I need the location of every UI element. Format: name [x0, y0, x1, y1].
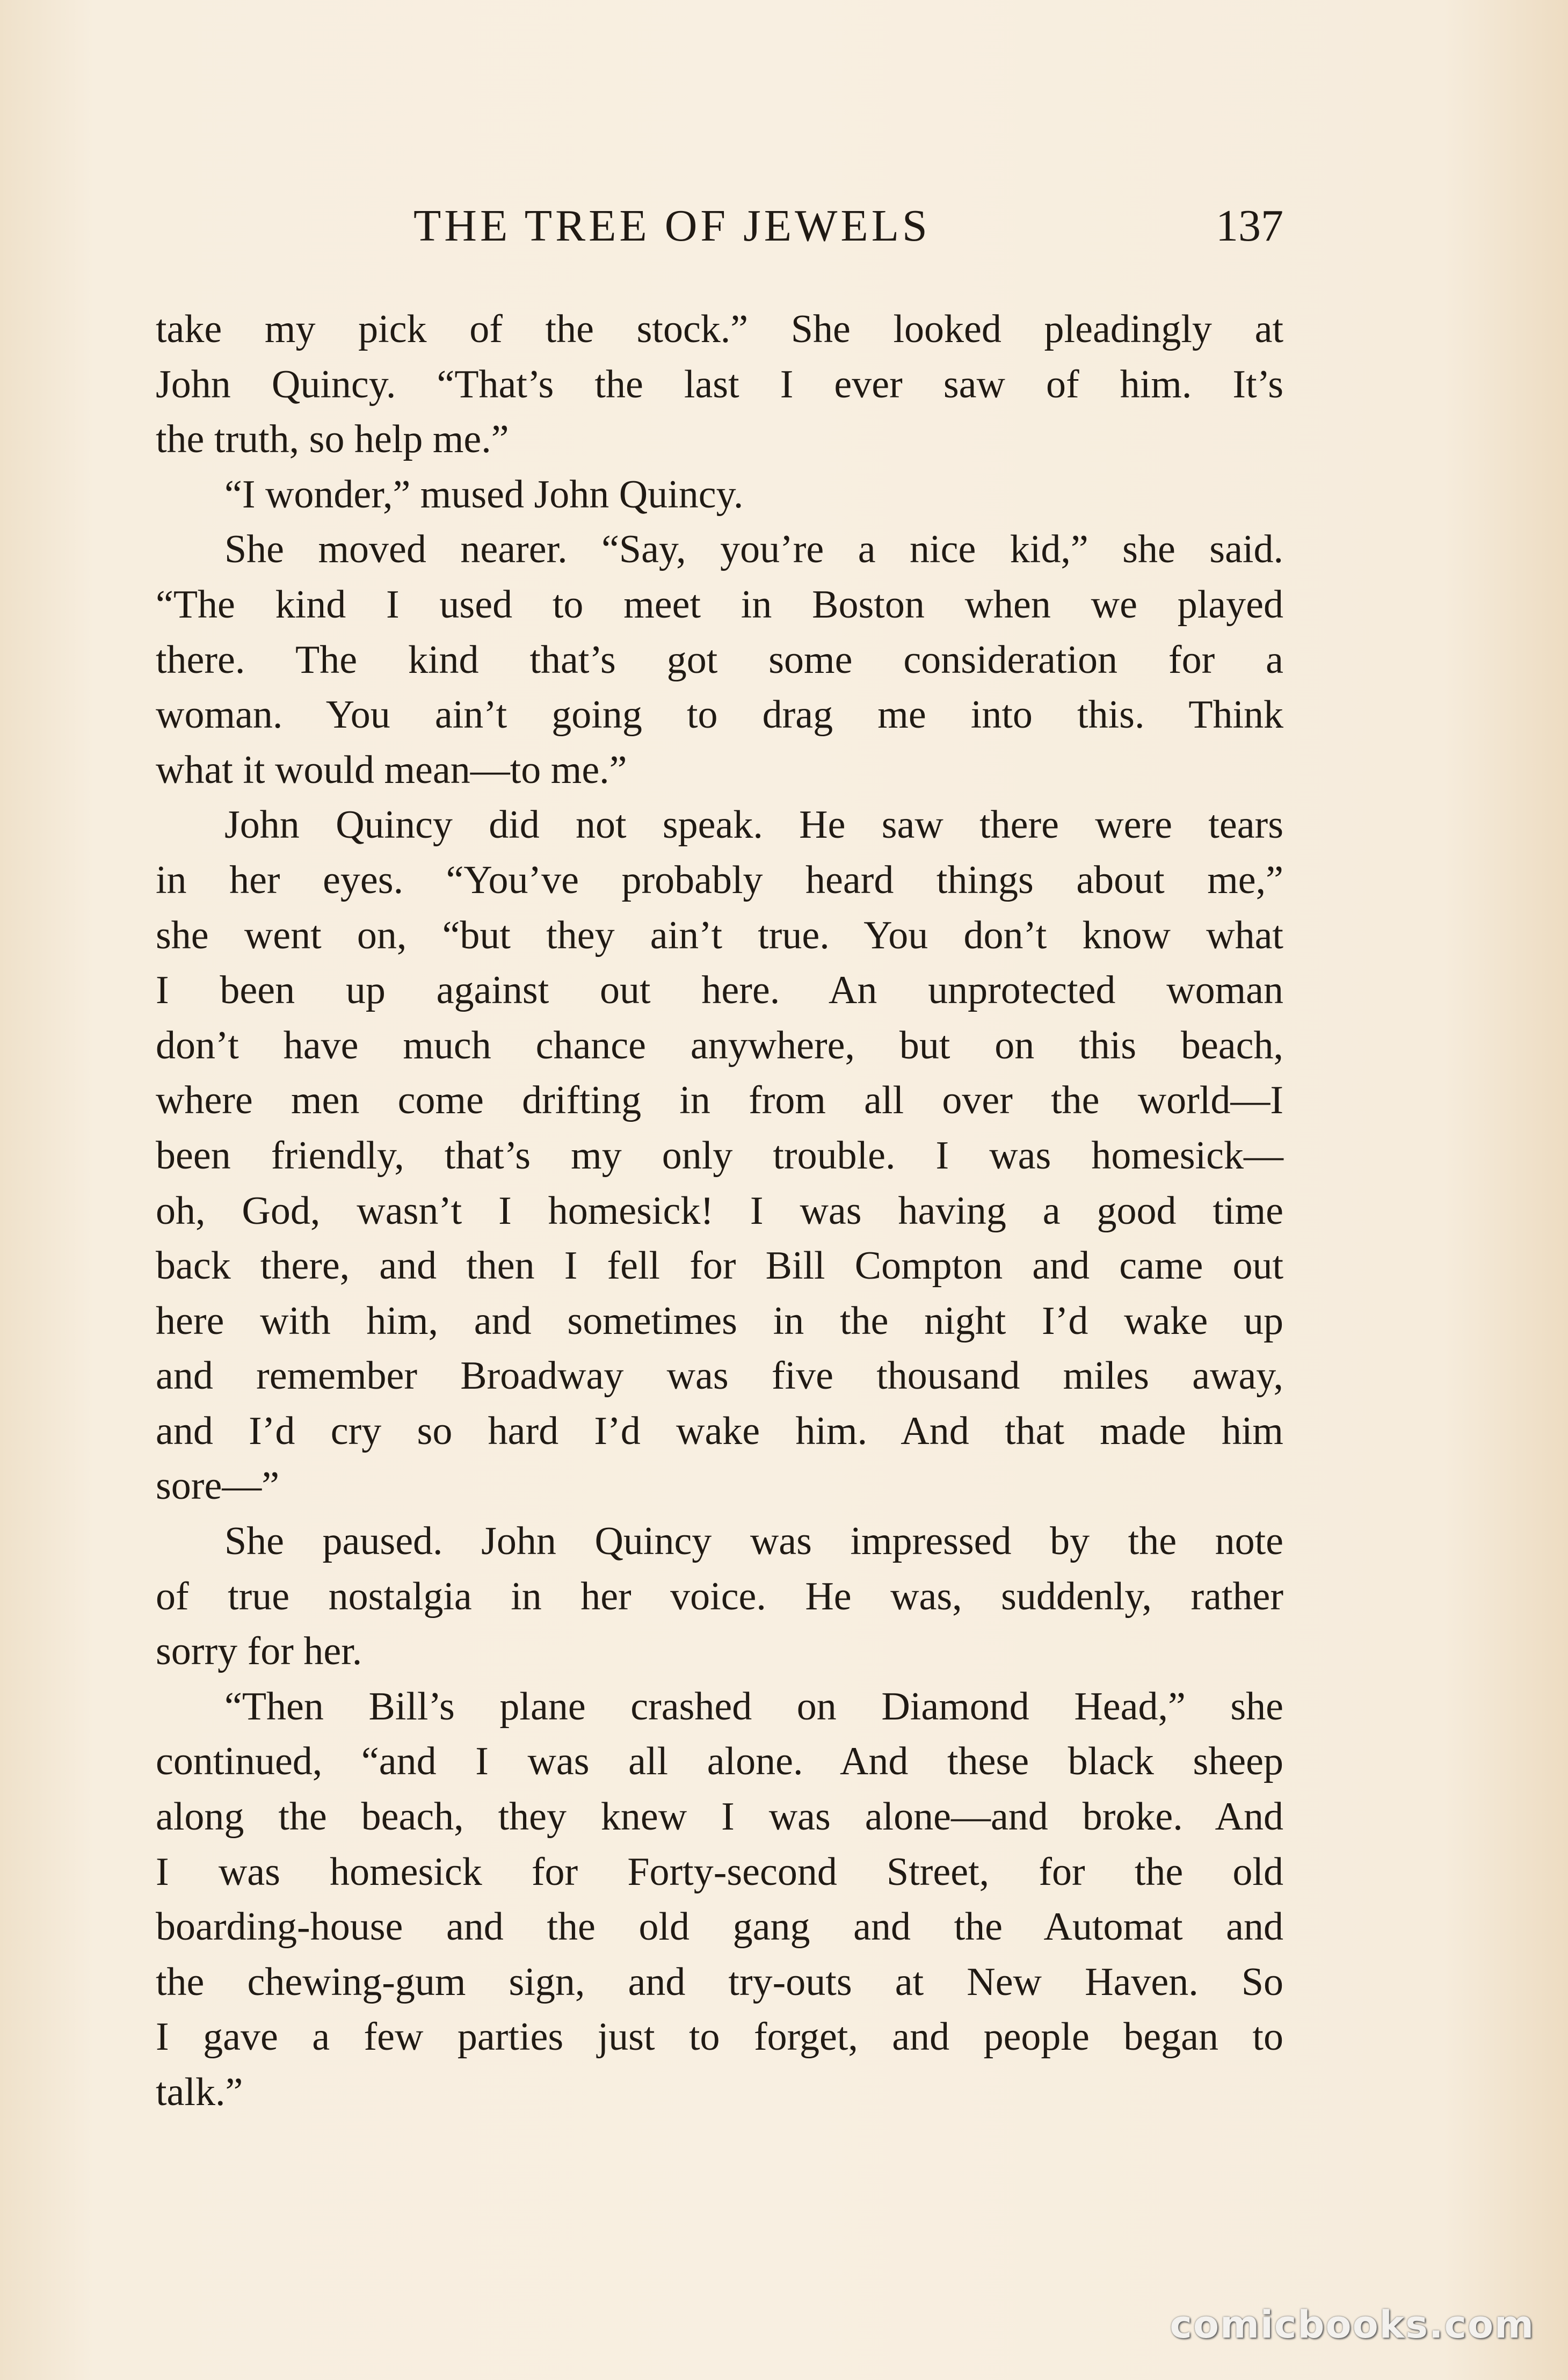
text-line: of true nostalgia in her voice. He was, suddenly, rather: [156, 1574, 1283, 1619]
text-line: oh, God, wasn’t I homesick! I was having a good time: [156, 1188, 1283, 1233]
text-line: what it would mean—to me.”: [156, 748, 627, 792]
text-line: don’t have much chance anywhere, but on this beach,: [156, 1023, 1283, 1068]
text-line: here with him, and sometimes in the night I’d wake up: [156, 1298, 1283, 1343]
watermark: comicbooks.com: [1170, 2303, 1535, 2347]
text-line: “The kind I used to meet in Boston when we played: [156, 582, 1283, 627]
text-line: sorry for her.: [156, 1629, 362, 1674]
text-line: there. The kind that’s got some consideration for a: [156, 637, 1283, 682]
text-line: She paused. John Quincy was impressed by the note: [224, 1519, 1283, 1564]
text-line: continued, “and I was all alone. And these black sheep: [156, 1739, 1283, 1784]
running-head: [156, 200, 1283, 264]
text-line: and remember Broadway was five thousand miles away,: [156, 1354, 1283, 1398]
text-line: John Quincy did not speak. He saw there were tears: [224, 803, 1283, 847]
text-line: she went on, “but they ain’t true. You don’t know what: [156, 913, 1283, 957]
text-line: take my pick of the stock.” She looked pleadingly at: [156, 307, 1283, 351]
page-number: 137: [1216, 201, 1283, 251]
text-line: where men come drifting in from all over the world—I: [156, 1078, 1283, 1123]
text-line: and I’d cry so hard I’d wake him. And that made him: [156, 1409, 1283, 1453]
text-line: in her eyes. “You’ve probably heard things about me,”: [156, 858, 1283, 902]
text-line: “I wonder,” mused John Quincy.: [224, 472, 744, 517]
text-line: back there, and then I fell for Bill Compton and came out: [156, 1244, 1283, 1288]
text-line: “Then Bill’s plane crashed on Diamond Head,” she: [224, 1684, 1283, 1729]
text-line: been friendly, that’s my only trouble. I was homesick—: [156, 1133, 1283, 1178]
text-line: woman. You ain’t going to drag me into this. Think: [156, 693, 1283, 737]
text-line: the chewing-gum sign, and try-outs at New Haven. So: [156, 1960, 1283, 2004]
text-line: I been up against out here. An unprotected woman: [156, 968, 1283, 1013]
text-line: along the beach, they knew I was alone—and broke. And: [156, 1795, 1283, 1839]
text-line: She moved nearer. “Say, you’re a nice kid,” she said.: [224, 527, 1283, 572]
body-text: [156, 302, 1283, 2120]
text-line: I gave a few parties just to forget, and people began to: [156, 2015, 1283, 2059]
text-line: talk.”: [156, 2070, 243, 2114]
text-line: John Quincy. “That’s the last I ever saw of him. It’s: [156, 362, 1283, 407]
text-line: sore—”: [156, 1464, 280, 1508]
text-line: the truth, so help me.”: [156, 417, 509, 462]
running-title: THE TREE OF JEWELS: [413, 201, 931, 251]
text-line: I was homesick for Forty-second Street, for the old: [156, 1849, 1283, 1894]
text-line: boarding-house and the old gang and the Automat and: [156, 1905, 1283, 1949]
